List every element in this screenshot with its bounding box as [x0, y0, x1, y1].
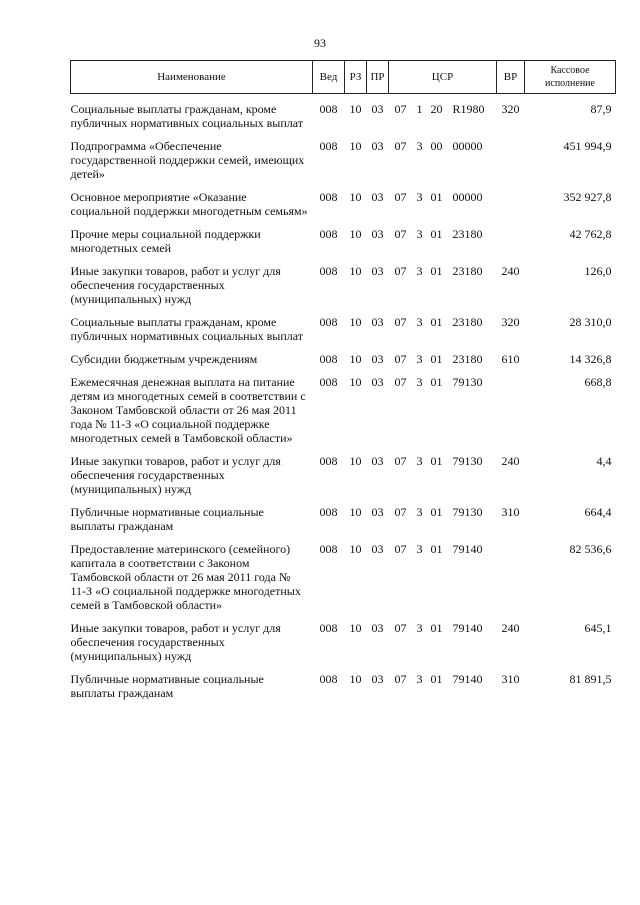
header-ved: Вед	[313, 61, 345, 94]
row-ved: 008	[319, 264, 338, 278]
row-csr-d-part: 00000	[452, 139, 483, 153]
page-number: 93	[314, 36, 326, 50]
row-csr-c-part: 01	[430, 672, 443, 686]
row-pr: 03	[371, 139, 384, 153]
row-ved: 008	[319, 139, 338, 153]
row-csr-c-part: 01	[430, 264, 443, 278]
row-ved: 008	[319, 454, 338, 468]
row-vr: 320	[501, 102, 520, 116]
row-ved: 008	[319, 227, 338, 241]
table-header-row	[71, 61, 616, 94]
row-rz: 10	[349, 190, 362, 204]
row-name: Иные закупки товаров, работ и услуг для обеспечения государственных (муниципальных) нужд	[70, 621, 281, 663]
row-rz: 10	[349, 375, 362, 389]
row-csr-d-part: 23180	[452, 352, 483, 366]
row-rz: 10	[349, 621, 362, 635]
row-csr-b-part: 3	[416, 505, 423, 519]
row-name: Иные закупки товаров, работ и услуг для обеспечения государственных (муниципальных) нужд	[70, 454, 281, 496]
row-name: Прочие меры социальной поддержки многодетных семей	[70, 227, 261, 255]
row-csr	[389, 139, 497, 190]
row-csr-a-part: 07	[394, 621, 407, 635]
row-csr-b-part: 3	[416, 621, 423, 635]
row-rz: 10	[349, 102, 362, 116]
row-ved: 008	[319, 542, 338, 556]
row-amount: 42 762,8	[569, 227, 612, 241]
row-name: Публичные нормативные социальные выплаты гражданам	[70, 672, 264, 700]
row-amount: 28 310,0	[569, 315, 612, 329]
row-name: Ежемесячная денежная выплата на питание детям из многодетных семей в соответствии с Законом Тамбовской области от 26 мая 2011 года № 11-З «О социальной поддержке многодетных семей в Тамбовской области»	[70, 375, 306, 445]
header-name: Наименование	[71, 61, 313, 94]
row-ved: 008	[319, 505, 338, 519]
row-vr: 610	[501, 352, 520, 366]
row-csr-c-part: 01	[430, 352, 443, 366]
row-rz: 10	[349, 315, 362, 329]
row-csr-a-part: 07	[394, 505, 407, 519]
row-amount: 352 927,8	[563, 190, 612, 204]
row-csr-d-part: 23180	[452, 227, 483, 241]
row-amount: 82 536,6	[569, 542, 612, 556]
row-csr-d-part: 00000	[452, 190, 483, 204]
header-rz: РЗ	[345, 61, 367, 94]
row-pr: 03	[371, 505, 384, 519]
row-csr-a-part: 07	[394, 352, 407, 366]
row-rz: 10	[349, 352, 362, 366]
table-row	[71, 454, 616, 505]
row-rz: 10	[349, 542, 362, 556]
budget-execution-table	[70, 60, 616, 709]
row-pr: 03	[371, 621, 384, 635]
row-amount: 451 994,9	[563, 139, 612, 153]
row-vr	[497, 375, 525, 454]
row-vr	[497, 190, 525, 227]
row-csr-c-part: 01	[430, 375, 443, 389]
row-vr	[497, 139, 525, 190]
row-vr: 240	[501, 454, 520, 468]
row-name: Социальные выплаты гражданам, кроме публичных нормативных социальных выплат	[70, 102, 304, 130]
row-rz: 10	[349, 139, 362, 153]
row-csr-b-part: 3	[416, 264, 423, 278]
row-csr-c-part: 01	[430, 315, 443, 329]
row-csr-a-part: 07	[394, 375, 407, 389]
row-csr-c-part: 01	[430, 505, 443, 519]
row-ved: 008	[319, 190, 338, 204]
row-csr-c-part: 01	[430, 542, 443, 556]
header-csr: ЦСР	[389, 61, 497, 94]
row-csr-a-part: 07	[394, 139, 407, 153]
header-amount: Кассовое исполнение	[525, 61, 616, 94]
row-csr-b-part: 3	[416, 139, 423, 153]
row-amount: 668,8	[584, 375, 612, 389]
row-csr-a-part: 07	[394, 672, 407, 686]
row-csr-d-part: 79130	[452, 505, 483, 519]
row-csr-d-part: 79140	[452, 672, 483, 686]
table-row	[71, 505, 616, 542]
row-ved: 008	[319, 375, 338, 389]
row-rz: 10	[349, 227, 362, 241]
row-amount: 664,4	[584, 505, 612, 519]
table-row	[71, 315, 616, 352]
row-ved: 008	[319, 102, 338, 116]
row-csr-b-part: 3	[416, 227, 423, 241]
row-csr-d-part: 23180	[452, 315, 483, 329]
row-csr-d-part: 79140	[452, 621, 483, 635]
row-name: Основное мероприятие «Оказание социальной поддержки многодетным семьям»	[70, 190, 308, 218]
row-csr-b-part: 1	[416, 102, 423, 116]
row-csr-d-part: 79130	[452, 375, 483, 389]
row-csr-b-part: 3	[416, 375, 423, 389]
row-csr	[389, 375, 497, 454]
row-csr-b-part: 3	[416, 672, 423, 686]
row-csr-c-part: 20	[430, 102, 443, 116]
row-pr: 03	[371, 264, 384, 278]
header-vr: ВР	[497, 61, 525, 94]
row-csr-b-part: 3	[416, 454, 423, 468]
row-ved: 008	[319, 315, 338, 329]
row-name: Иные закупки товаров, работ и услуг для обеспечения государственных (муниципальных) нужд	[70, 264, 281, 306]
row-name: Субсидии бюджетным учреждениям	[70, 352, 258, 366]
row-vr	[497, 542, 525, 621]
row-csr-b-part: 3	[416, 315, 423, 329]
row-csr-a-part: 07	[394, 190, 407, 204]
row-rz: 10	[349, 264, 362, 278]
table-row	[71, 542, 616, 621]
row-ved: 008	[319, 352, 338, 366]
row-ved: 008	[319, 672, 338, 686]
row-pr: 03	[371, 190, 384, 204]
row-pr: 03	[371, 315, 384, 329]
row-amount: 645,1	[584, 621, 612, 635]
row-csr-d-part: R1980	[452, 102, 485, 116]
row-pr: 03	[371, 542, 384, 556]
row-name: Социальные выплаты гражданам, кроме публичных нормативных социальных выплат	[70, 315, 304, 343]
row-csr	[389, 505, 497, 542]
table-row	[71, 264, 616, 315]
table-row	[71, 352, 616, 375]
header-pr: ПР	[367, 61, 389, 94]
row-csr-d-part: 79140	[452, 542, 483, 556]
row-name: Публичные нормативные социальные выплаты гражданам	[70, 505, 264, 533]
row-amount: 4,4	[596, 454, 612, 468]
table-row	[71, 621, 616, 672]
row-pr: 03	[371, 227, 384, 241]
row-rz: 10	[349, 505, 362, 519]
row-ved: 008	[319, 621, 338, 635]
row-pr: 03	[371, 375, 384, 389]
row-csr	[389, 454, 497, 505]
row-rz: 10	[349, 672, 362, 686]
row-csr-a-part: 07	[394, 227, 407, 241]
row-csr-b-part: 3	[416, 190, 423, 204]
table-row	[71, 227, 616, 264]
row-rz: 10	[349, 454, 362, 468]
row-vr: 310	[501, 505, 520, 519]
row-csr-a-part: 07	[394, 315, 407, 329]
row-csr	[389, 672, 497, 709]
table-row	[71, 139, 616, 190]
row-csr-c-part: 01	[430, 227, 443, 241]
row-csr	[389, 352, 497, 375]
table-body	[71, 94, 616, 710]
row-pr: 03	[371, 102, 384, 116]
table-row	[71, 190, 616, 227]
row-csr-d-part: 79130	[452, 454, 483, 468]
row-csr-b-part: 3	[416, 352, 423, 366]
row-csr	[389, 94, 497, 140]
table-row	[71, 94, 616, 140]
row-pr: 03	[371, 672, 384, 686]
row-name: Подпрограмма «Обеспечение государственной поддержки семей, имеющих детей»	[70, 139, 305, 181]
row-csr-a-part: 07	[394, 102, 407, 116]
row-name: Предоставление материнского (семейного) капитала в соответствии с Законом Тамбовской области от 26 мая 2011 года № 11-З «О социальной поддержке многодетных семей в Тамбовской области»	[70, 542, 301, 612]
row-csr-a-part: 07	[394, 454, 407, 468]
table-row	[71, 672, 616, 709]
row-csr-c-part: 01	[430, 454, 443, 468]
row-amount: 126,0	[584, 264, 612, 278]
row-csr	[389, 315, 497, 352]
row-vr: 240	[501, 264, 520, 278]
row-csr	[389, 227, 497, 264]
row-csr	[389, 542, 497, 621]
row-csr-c-part: 00	[430, 139, 443, 153]
row-amount: 81 891,5	[569, 672, 612, 686]
row-csr	[389, 621, 497, 672]
row-csr-b-part: 3	[416, 542, 423, 556]
row-csr-d-part: 23180	[452, 264, 483, 278]
table-row	[71, 375, 616, 454]
row-amount: 87,9	[590, 102, 612, 116]
row-csr	[389, 264, 497, 315]
row-vr: 310	[501, 672, 520, 686]
row-csr-c-part: 01	[430, 190, 443, 204]
row-pr: 03	[371, 454, 384, 468]
row-csr-c-part: 01	[430, 621, 443, 635]
row-amount: 14 326,8	[569, 352, 612, 366]
row-csr-a-part: 07	[394, 542, 407, 556]
row-vr: 240	[501, 621, 520, 635]
row-csr	[389, 190, 497, 227]
row-vr	[497, 227, 525, 264]
row-csr-a-part: 07	[394, 264, 407, 278]
row-vr: 320	[501, 315, 520, 329]
row-pr: 03	[371, 352, 384, 366]
